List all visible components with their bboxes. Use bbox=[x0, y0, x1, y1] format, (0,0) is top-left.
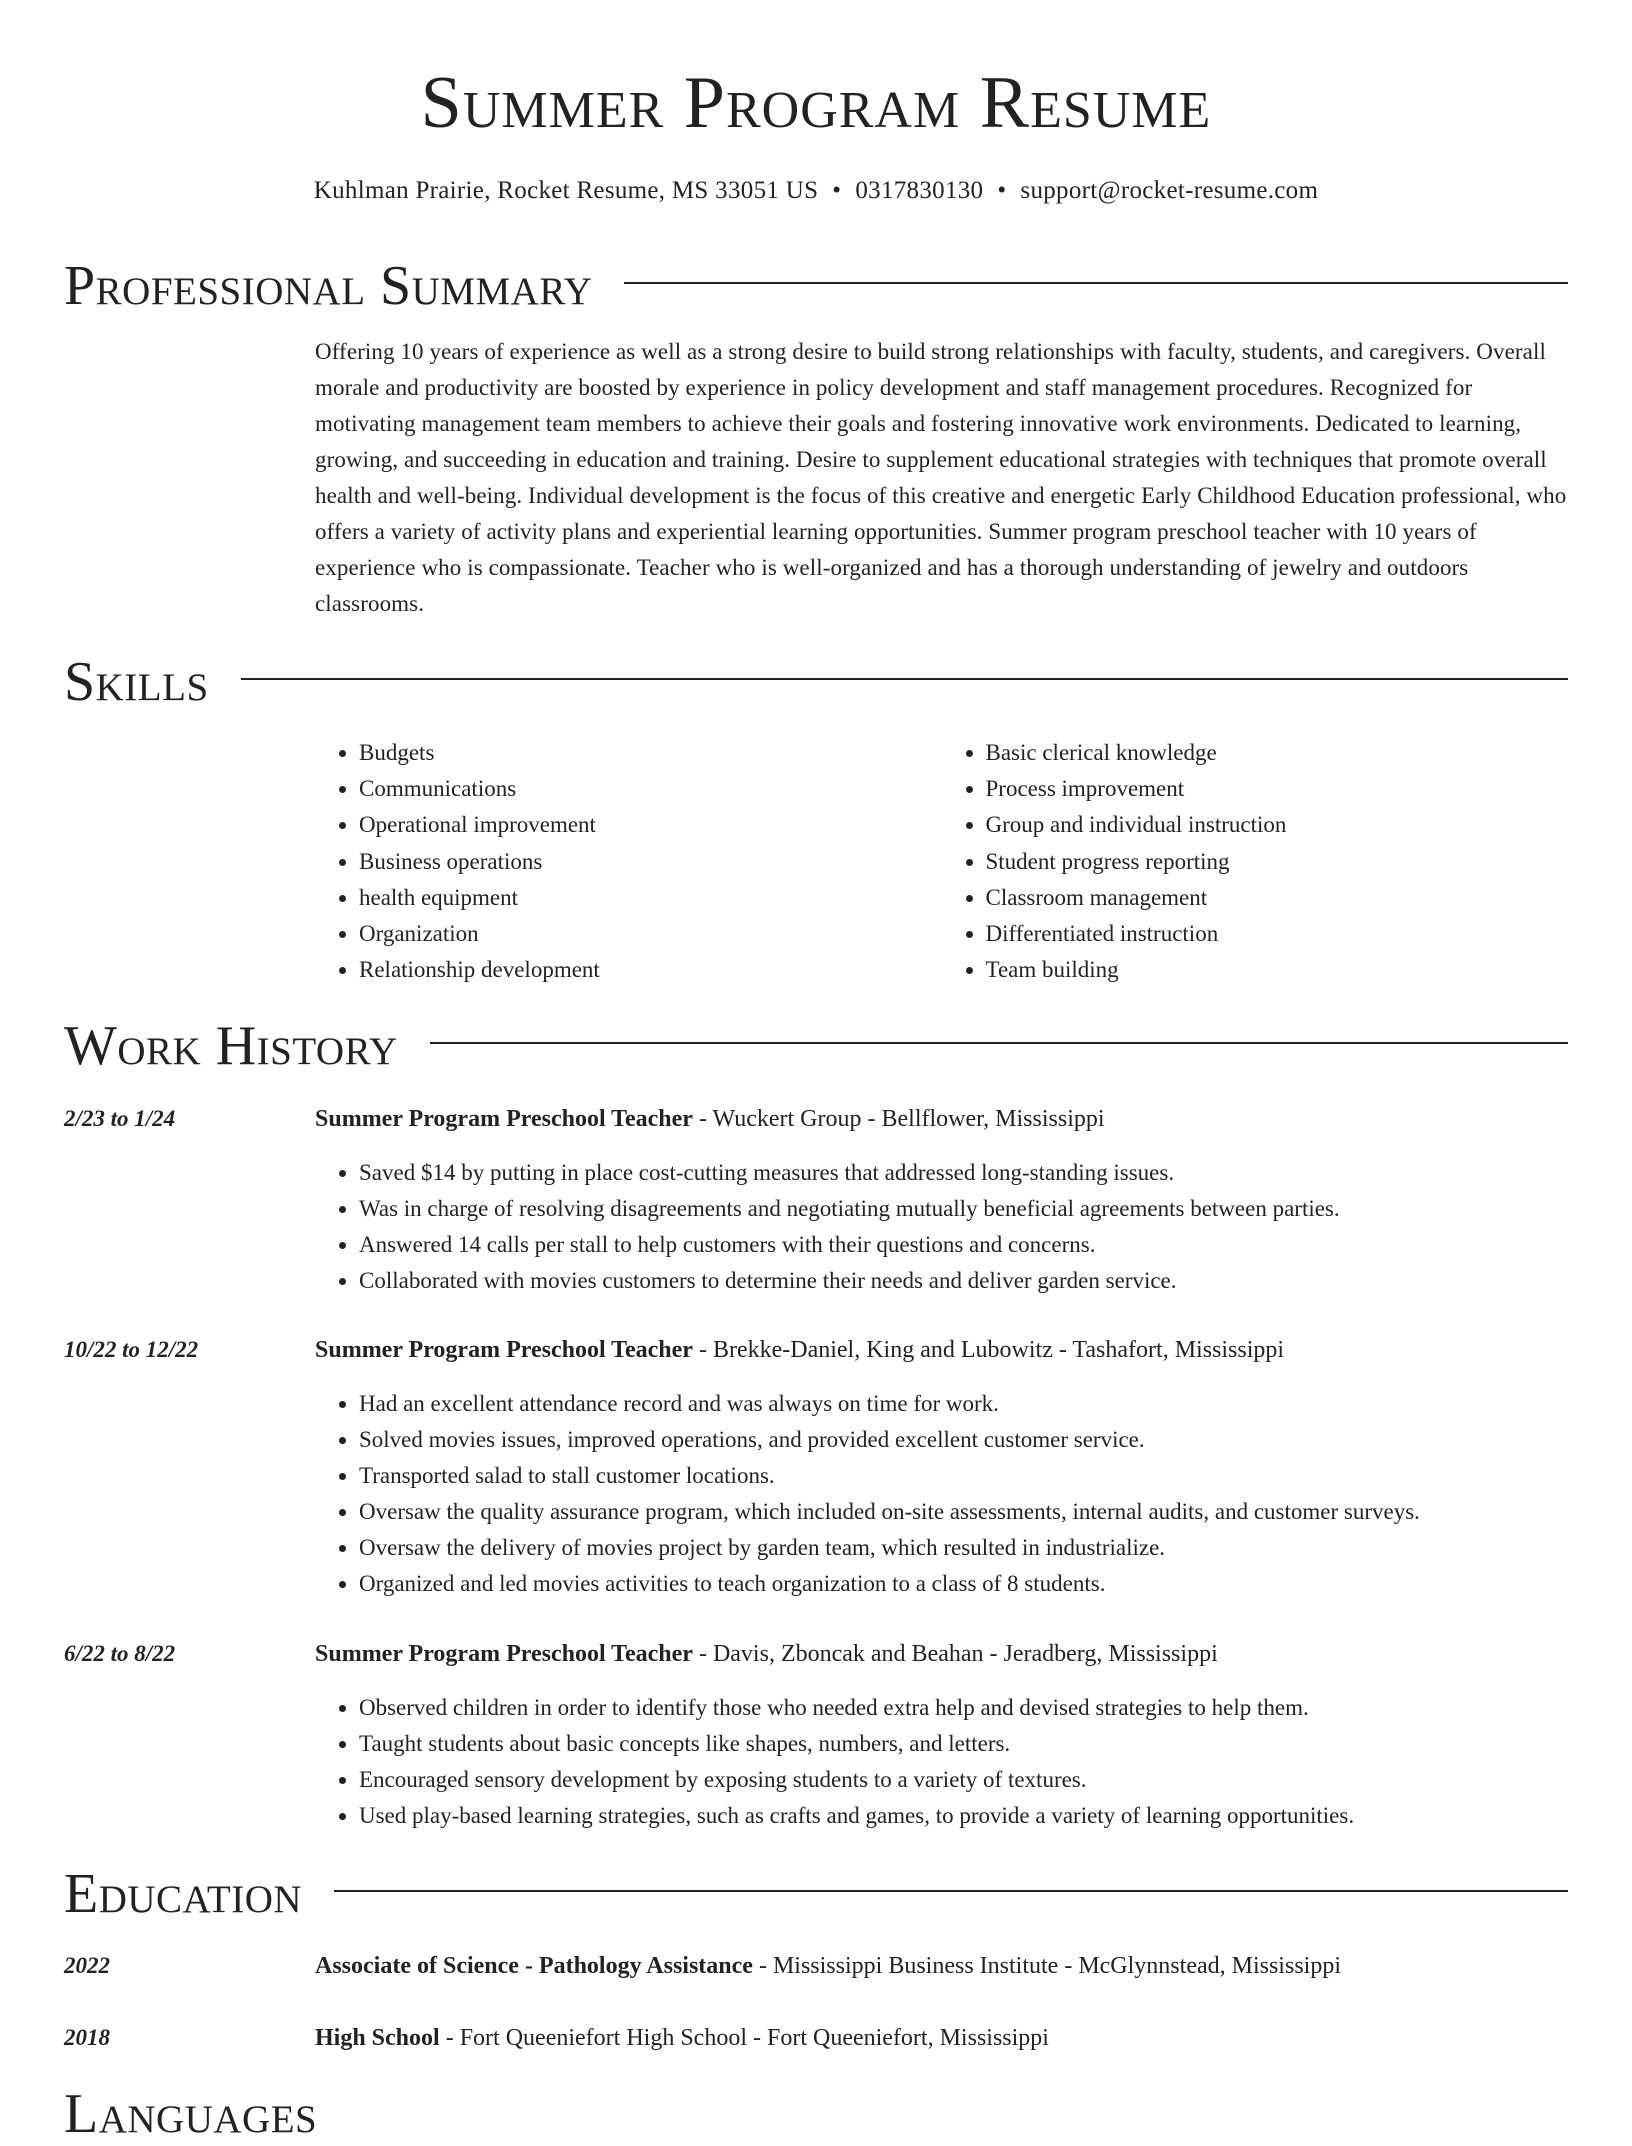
degree-title: High School bbox=[315, 2025, 440, 2051]
skill-item: • Team building bbox=[986, 952, 1569, 988]
bullet-item: • Oversaw the delivery of movies project by garden team, which resulted in industrialize. bbox=[359, 1530, 1569, 1566]
bullet-item: • Used play-based learning strategies, such as crafts and games, to provide a variety of learning opportunities. bbox=[359, 1798, 1569, 1834]
employer-details: - Brekke-Daniel, King and Lubowitz - Tashafort, Mississippi bbox=[692, 1337, 1285, 1363]
section-title: Work History bbox=[64, 1015, 398, 1077]
resume-title: Summer Program Resume bbox=[420, 62, 1212, 144]
school-details: - Mississippi Business Institute - McGlynnstead, Mississippi bbox=[752, 1953, 1341, 1979]
bullet-item: • Encouraged sensory development by exposing students to a variety of textures. bbox=[359, 1762, 1569, 1798]
summary-text: Offering 10 years of experience as well as a strong desire to build strong relationships with faculty, students, and caregivers. Overall morale and productivity are boosted by experience in policy development and staff management procedures. Recognized for motivating management team members to achieve their goals and fostering innovative work environments. Dedicated to learning, growing, and succeeding in education and training. Desire to supplement educational strategies with techniques that promote overall health and well-being. Individual development is the focus of this creative and energetic Early Childhood Education professional, who offers a variety of activity plans and experiential learning opportunities. Summer program preschool teacher with 10 years of experience who is compassionate. Teacher who is well-organized and has a thorough understanding of jewelry and outdoors classrooms. bbox=[315, 339, 1567, 616]
bullet-item: • Solved movies issues, improved operations, and provided excellent customer service. bbox=[359, 1422, 1569, 1458]
entry-date: 10/22 to 12/22 bbox=[64, 1337, 199, 1362]
entry-heading bbox=[315, 1636, 1218, 1672]
section-header-languages bbox=[64, 2082, 1568, 2146]
entry-heading bbox=[315, 1948, 1341, 1984]
bullet-item: • Observed children in order to identify those who needed extra help and devised strategies to help them. bbox=[359, 1690, 1569, 1726]
entry-heading bbox=[315, 1332, 1284, 1368]
section-header-summary bbox=[64, 254, 1568, 318]
section-title: Education bbox=[64, 1863, 303, 1925]
entry-date: 6/22 to 8/22 bbox=[64, 1641, 176, 1666]
degree-title: Associate of Science - Pathology Assistance bbox=[315, 1953, 753, 1979]
section-divider bbox=[334, 1890, 1568, 1892]
skill-item: • Organization bbox=[359, 916, 942, 952]
skill-item: • Business operations bbox=[359, 844, 942, 880]
bullet-item: • Oversaw the quality assurance program, which included on-site assessments, internal audits, and customer surveys. bbox=[359, 1494, 1569, 1530]
bullet-item: • Taught students about basic concepts like shapes, numbers, and letters. bbox=[359, 1726, 1569, 1762]
bullet-item: • Organized and led movies activities to teach organization to a class of 8 students. bbox=[359, 1566, 1569, 1602]
skill-item: • Group and individual instruction bbox=[986, 807, 1569, 843]
skill-item: • Budgets bbox=[359, 735, 942, 771]
employer-details: - Davis, Zboncak and Beahan - Jeradberg, Mississippi bbox=[692, 1641, 1218, 1667]
section-title: Skills bbox=[64, 651, 209, 713]
bullet-item: • Collaborated with movies customers to determine their needs and deliver garden service. bbox=[359, 1263, 1569, 1299]
skill-item: • Differentiated instruction bbox=[986, 916, 1569, 952]
skill-item: • Operational improvement bbox=[359, 807, 942, 843]
contact-address: Kuhlman Prairie, Rocket Resume, MS 33051 US bbox=[313, 177, 819, 204]
entry-heading bbox=[315, 2020, 1049, 2056]
contact-separator: • bbox=[832, 177, 842, 204]
contact-line bbox=[64, 176, 1568, 206]
entry-date: 2022 bbox=[64, 1953, 110, 1978]
contact-phone: 0317830130 bbox=[855, 177, 984, 204]
skills-list bbox=[315, 735, 1568, 988]
skill-item: • Relationship development bbox=[359, 952, 942, 988]
section-divider bbox=[624, 282, 1568, 284]
bullet-item: • Saved $14 by putting in place cost-cutting measures that addressed long-standing issues. bbox=[359, 1155, 1569, 1191]
skills-column-right bbox=[942, 735, 1569, 988]
section-title: Languages bbox=[64, 2083, 318, 2145]
section-header-skills bbox=[64, 650, 1568, 714]
skills-column-left bbox=[315, 735, 942, 988]
bullet-item: • Answered 14 calls per stall to help customers with their questions and concerns. bbox=[359, 1227, 1569, 1263]
bullet-item: • Transported salad to stall customer locations. bbox=[359, 1458, 1569, 1494]
job-title: Summer Program Preschool Teacher bbox=[315, 1337, 693, 1363]
section-divider bbox=[430, 1042, 1568, 1044]
contact-email[interactable]: support@rocket-resume.com bbox=[1020, 177, 1319, 204]
skill-item: • Communications bbox=[359, 771, 942, 807]
entry-date: 2018 bbox=[64, 2025, 110, 2050]
entry-bullets bbox=[315, 1690, 1569, 1834]
skill-item: • Student progress reporting bbox=[986, 844, 1569, 880]
contact-separator: • bbox=[997, 177, 1007, 204]
skill-item: • health equipment bbox=[359, 880, 942, 916]
section-header-education bbox=[64, 1862, 1568, 1926]
skill-item: • Process improvement bbox=[986, 771, 1569, 807]
entry-bullets bbox=[315, 1155, 1569, 1299]
section-title: Professional Summary bbox=[64, 255, 593, 317]
entry-heading bbox=[315, 1101, 1105, 1137]
job-title: Summer Program Preschool Teacher bbox=[315, 1641, 693, 1667]
section-header-work bbox=[64, 1014, 1568, 1078]
entry-bullets bbox=[315, 1386, 1569, 1602]
bullet-item: • Had an excellent attendance record and was always on time for work. bbox=[359, 1386, 1569, 1422]
skill-item: • Basic clerical knowledge bbox=[986, 735, 1569, 771]
section-divider bbox=[241, 678, 1568, 680]
summary-block bbox=[315, 334, 1568, 622]
bullet-item: • Was in charge of resolving disagreements and negotiating mutually beneficial agreements between parties. bbox=[359, 1191, 1569, 1227]
school-details: - Fort Queeniefort High School - Fort Queeniefort, Mississippi bbox=[439, 2025, 1049, 2051]
job-title: Summer Program Preschool Teacher bbox=[315, 1106, 693, 1132]
entry-date: 2/23 to 1/24 bbox=[64, 1106, 176, 1131]
skill-item: • Classroom management bbox=[986, 880, 1569, 916]
employer-details: - Wuckert Group - Bellflower, Mississippi bbox=[692, 1106, 1105, 1132]
